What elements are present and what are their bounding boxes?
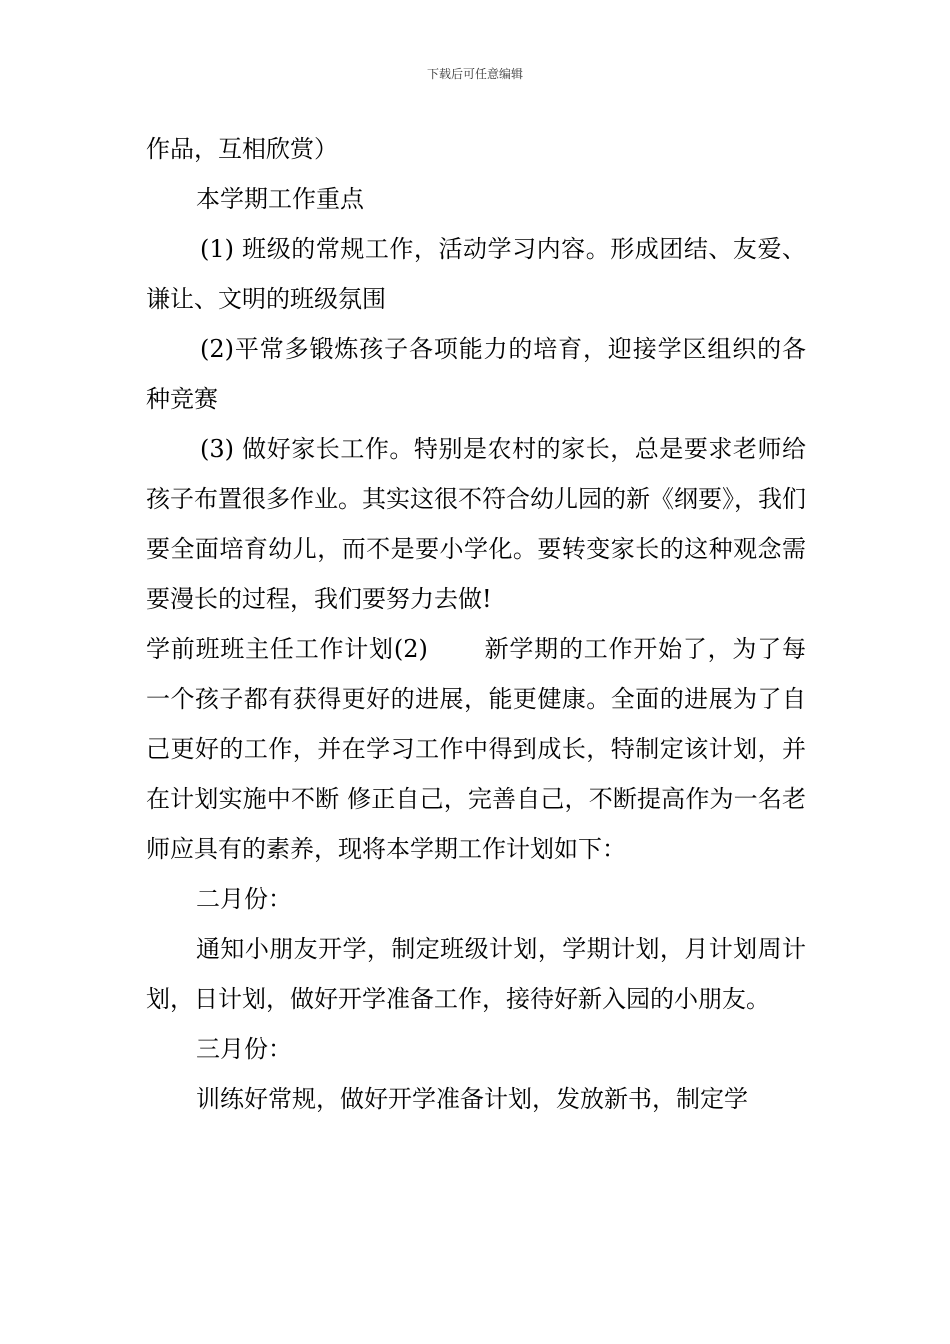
paragraph-march-text: 训练好常规，做好开学准备计划，发放新书，制定学 xyxy=(196,1085,748,1113)
paragraph-march-heading: 三月份： xyxy=(196,1035,292,1063)
paragraph-artwork-appreciation: 作品，互相欣赏） xyxy=(146,135,338,163)
document-body xyxy=(146,124,806,1124)
paragraph-plan-2-intro xyxy=(146,624,806,874)
paragraph-february-text: 通知小朋友开学，制定班级计划，学期计划，月计划周计划，日计划，做好开学准备工作，接待好新入园的小朋友。 xyxy=(146,935,806,1013)
page-header-note: 下载后可任意编辑 xyxy=(426,67,523,81)
paragraph-focus-item-2: (2)平常多锻炼孩子各项能力的培育，迎接学区组织的各种竞赛 xyxy=(146,335,806,413)
paragraph-february-heading: 二月份： xyxy=(196,885,292,913)
paragraph-semester-focus-heading: 本学期工作重点 xyxy=(196,185,364,213)
plan-2-text: 新学期的工作开始了，为了每一个孩子都有获得更好的进展，能更健康。全面的进展为了自己更好的工作，并在学习工作中得到成长，特制定该计划，并在计划实施中不断 修正自己，完善自己，不断提高作为一名老师应具有的素养，现将本学期工作计划如下： xyxy=(146,635,807,863)
paragraph-focus-item-1: (1) 班级的常规工作，活动学习内容。形成团结、友爱、谦让、文明的班级氛围 xyxy=(146,235,806,313)
plan-2-title: 学前班班主任工作计划(2) xyxy=(146,635,428,663)
paragraph-focus-item-3: (3) 做好家长工作。特别是农村的家长，总是要求老师给孩子布置很多作业。其实这很不符合幼儿园的新《纲要》，我们要全面培育幼儿，而不是要小学化。要转变家长的这种观念需要漫长的过程，我们要努力去做! xyxy=(146,435,806,613)
